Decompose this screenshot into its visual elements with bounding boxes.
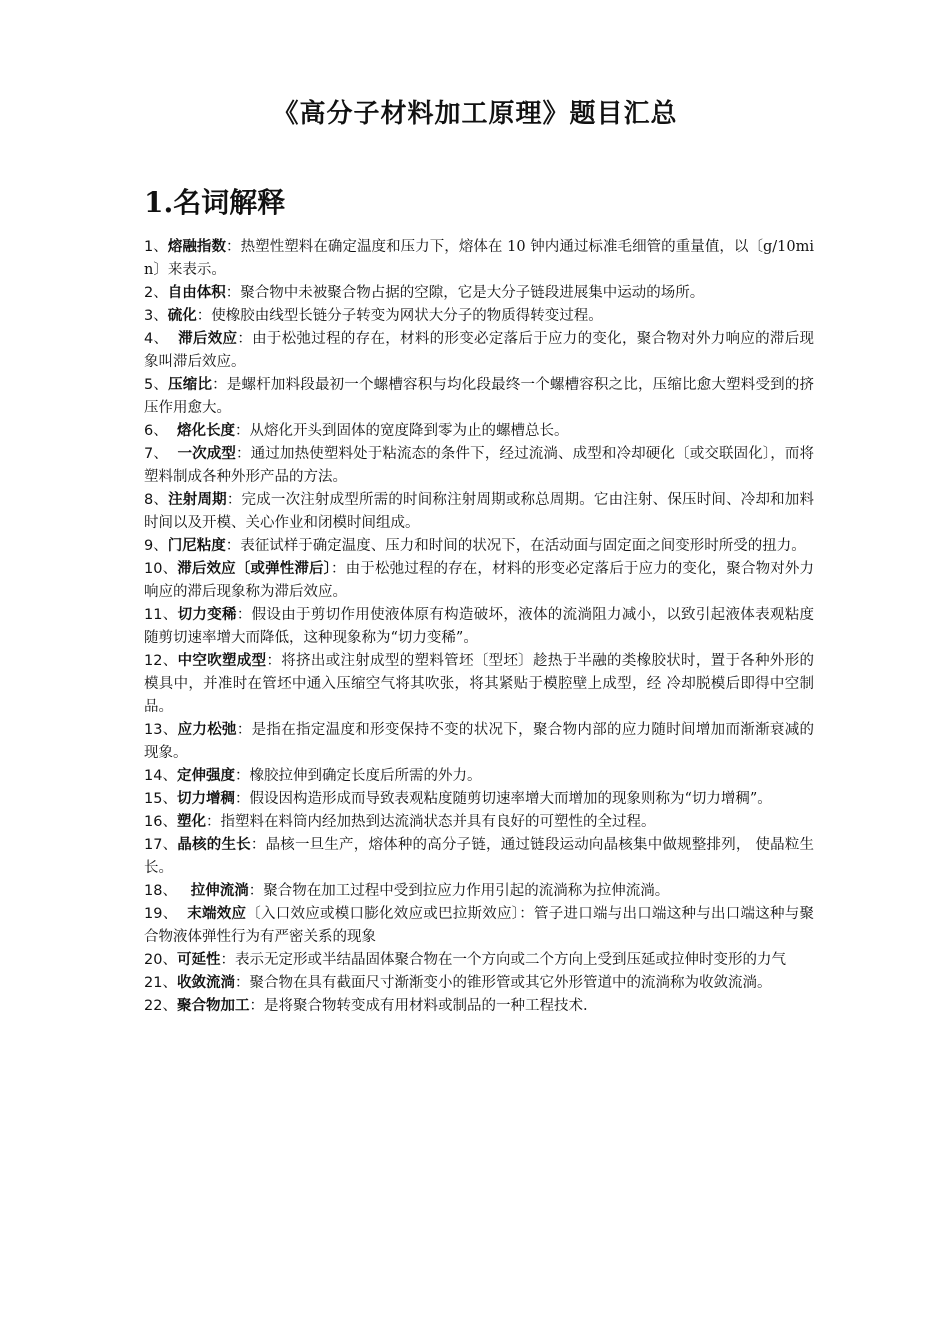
item-separator: ：	[249, 998, 264, 1014]
definition-list	[144, 236, 814, 1018]
item-definition: 聚合物在加工过程中受到拉应力作用引起的流淌称为拉伸流淌。	[263, 883, 670, 899]
item-separator: ：	[331, 561, 346, 577]
item-definition: 假设因构造形成而导致表观粘度随剪切速率增大而增加的现象则称为“切力增稠”。	[249, 791, 772, 807]
item-separator: ：	[225, 285, 241, 301]
item-term: 末端效应	[187, 906, 247, 922]
item-definition: 将挤出或注射成型的塑料管坯〔型坯〕趁热于半融的类橡胶状时，置于各种外形的模具中，并准时在管坯中通入压缩空气将其吹张，将其紧贴于模腔壁上成型，经 冷却脱模后即得中空制品。	[144, 653, 815, 715]
item-number: 1、	[144, 239, 168, 255]
item-term: 滞后效应	[178, 331, 238, 347]
definition-item	[144, 282, 814, 305]
item-definition: 使橡胶由线型长链分子转变为网状大分子的物质得转变过程。	[211, 308, 603, 324]
definition-item	[144, 811, 814, 834]
section-heading: 1.名词解释	[144, 186, 286, 219]
item-separator: ：	[236, 607, 252, 623]
item-term: 一次成型	[177, 446, 237, 462]
item-number: 14、	[144, 768, 177, 784]
item-term: 拉伸流淌	[190, 883, 249, 899]
item-number: 19、	[144, 906, 188, 922]
item-number: 10、	[144, 561, 178, 577]
definition-item	[144, 374, 814, 420]
item-definition: 由于松弛过程的存在，材料的形变必定落后于应力的变化，聚合物对外力响应的滞后现象称为滞后效应。	[144, 561, 815, 600]
definition-item	[144, 236, 814, 282]
item-separator: ：	[226, 239, 241, 255]
definition-item	[144, 558, 814, 604]
definition-item	[144, 788, 814, 811]
item-separator: ：	[196, 308, 212, 324]
item-definition: 假设由于剪切作用使液体原有构造破坏，液体的流淌阻力减小，以致引起液体表观粘度随剪切速率增大而降低，这种现象称为“切力变稀”。	[144, 607, 815, 646]
item-term: 滞后效应〔或弹性滞后〕	[177, 561, 332, 577]
item-definition: 通过加热使塑料处于粘流态的条件下，经过流淌、成型和冷却硬化〔或交联固化〕，而将塑料制成各种外形产品的方法。	[144, 446, 815, 485]
definition-item	[144, 650, 814, 719]
item-separator: ：	[226, 492, 242, 508]
definition-item	[144, 903, 814, 949]
definition-item	[144, 880, 814, 903]
definition-item	[144, 535, 814, 558]
item-definition: 表征试样于确定温度、压力和时间的状况下，在活动面与固定面之间变形时所受的扭力。	[240, 538, 806, 554]
item-term: 熔融指数	[167, 239, 227, 255]
definition-item	[144, 995, 814, 1018]
item-definition: 表示无定形或半结晶固体聚合物在一个方向或二个方向上受到压延或拉伸时变形的力气	[234, 952, 786, 968]
item-number: 20、	[144, 952, 177, 968]
item-number: 15、	[144, 791, 177, 807]
item-separator: ：	[266, 653, 282, 669]
item-term: 注射周期	[168, 492, 227, 508]
item-separator: ：	[234, 423, 250, 439]
item-number: 3、	[144, 308, 168, 324]
item-definition: 完成一次注射成型所需的时间称注射周期或称总周期。它由注射、保压时间、冷却和加料时间以及开模、关心作业和闭模时间组成。	[144, 492, 814, 531]
item-separator: ：	[205, 814, 221, 830]
item-number: 16、	[144, 814, 177, 830]
item-term: 硫化	[167, 308, 197, 324]
definition-item	[144, 305, 814, 328]
item-number: 22、	[144, 998, 177, 1014]
item-number: 2、	[144, 285, 168, 301]
item-definition: 〔入口效应或模口膨化效应或巴拉斯效应〕：管子进口端与出口端这种与出口端这种与聚合物液体弹性行为有严密关系的现象	[144, 906, 815, 945]
definition-item	[144, 719, 814, 765]
item-definition: 是指在指定温度和形变保持不变的状况下，聚合物内部的应力随时间增加而渐渐衰减的现象。	[144, 722, 815, 761]
item-definition: 聚合物在具有截面尺寸渐渐变小的锥形管或其它外形管道中的流淌称为收敛流淌。	[249, 975, 772, 991]
item-separator: ：	[225, 538, 241, 554]
item-definition: 是将聚合物转变成有用材料或制品的一种工程技术.	[263, 998, 588, 1014]
item-definition: 从熔化开头到固体的宽度降到零为止的螺槽总长。	[249, 423, 569, 439]
item-term: 中空吹塑成型	[177, 653, 267, 669]
item-separator: ：	[237, 331, 253, 347]
item-separator: ：	[234, 791, 250, 807]
item-number: 12、	[144, 653, 178, 669]
item-number: 21、	[144, 975, 177, 991]
item-term: 熔化长度	[176, 423, 235, 439]
item-term: 聚合物加工	[176, 998, 250, 1014]
definition-item	[144, 489, 814, 535]
item-number: 4、	[144, 331, 179, 347]
item-term: 压缩比	[168, 377, 213, 393]
item-separator: ：	[236, 446, 251, 462]
definition-item	[144, 420, 814, 443]
item-number: 8、	[144, 492, 169, 508]
item-definition: 晶核一旦生产，熔体种的高分子链，通过链段运动向晶核集中做规整排列， 使晶粒生长。	[144, 837, 815, 876]
item-number: 13、	[144, 722, 178, 738]
item-number: 9、	[144, 538, 168, 554]
item-definition: 是螺杆加料段最初一个螺槽容积与均化段最终一个螺槽容积之比，压缩比愈大塑料受到的挤压作用愈大。	[144, 377, 815, 416]
item-definition: 热塑性塑料在确定温度和压力下，熔体在 10 钟内通过标准毛细管的重量值，以〔g/10min〕来表示。	[144, 239, 815, 278]
definition-item	[144, 949, 814, 972]
item-term: 应力松弛	[177, 722, 237, 738]
item-term: 收敛流淌	[176, 975, 235, 991]
item-definition: 由于松弛过程的存在，材料的形变必定落后于应力的变化，聚合物对外力响应的滞后现象叫滞后效应。	[144, 331, 815, 370]
item-term: 切力变稀	[177, 607, 237, 623]
item-number: 7、	[144, 446, 178, 462]
definition-item	[144, 972, 814, 995]
item-term: 定伸强度	[176, 768, 235, 784]
item-definition: 聚合物中未被聚合物占据的空隙，它是大分子链段进展集中运动的场所。	[240, 285, 705, 301]
item-separator: ：	[220, 952, 235, 968]
item-term: 切力增稠	[176, 791, 235, 807]
definition-item	[144, 604, 814, 650]
item-separator: ：	[248, 883, 264, 899]
item-definition: 橡胶拉伸到确定长度后所需的外力。	[249, 768, 482, 784]
item-separator: ：	[234, 768, 250, 784]
definition-item	[144, 765, 814, 788]
item-separator: ：	[212, 377, 227, 393]
item-number: 6、	[144, 423, 177, 439]
item-separator: ：	[236, 722, 252, 738]
item-separator: ：	[250, 837, 266, 853]
item-term: 门尼粘度	[167, 538, 226, 554]
item-term: 塑化	[176, 814, 206, 830]
item-number: 5、	[144, 377, 169, 393]
item-definition: 指塑料在料筒内经加热到达流淌状态并具有良好的可塑性的全过程。	[220, 814, 656, 830]
item-number: 18、	[144, 883, 191, 899]
definition-item	[144, 328, 814, 374]
item-term: 晶核的生长	[177, 837, 251, 853]
item-number: 17、	[144, 837, 178, 853]
item-separator: ：	[234, 975, 250, 991]
item-number: 11、	[144, 607, 178, 623]
document-title: 《高分子材料加工原理》题目汇总	[272, 99, 678, 129]
item-term: 自由体积	[167, 285, 226, 301]
item-term: 可延性	[176, 952, 221, 968]
definition-item	[144, 834, 814, 880]
definition-item	[144, 443, 814, 489]
